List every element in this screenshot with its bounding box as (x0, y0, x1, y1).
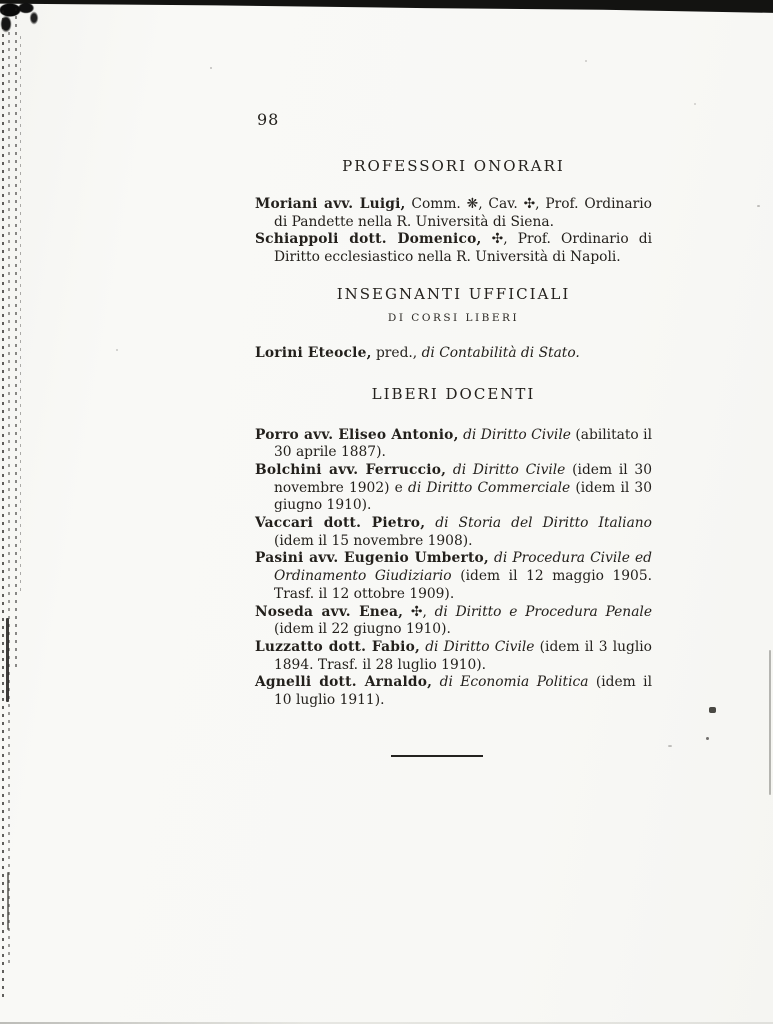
scan-artifact-binding-mark (7, 872, 9, 930)
scan-artifact-binding-streak (8, 24, 10, 964)
text-segment: (idem il 3 luglio 1894. Trasf. il 28 luglio 1910). (274, 638, 652, 673)
text-segment: Bolchini avv. Ferruccio, (255, 461, 447, 478)
text-segment: ✣, Prof. Ordinario di Diritto ecclesiastico nella R. Università di Napoli. (274, 231, 653, 266)
text-segment: Porro avv. Eliseo Antonio, (255, 426, 459, 443)
entry-bolchini (255, 462, 652, 515)
scan-artifact-page-edge (769, 650, 771, 795)
text-segment: Vaccari dott. Pietro, (255, 515, 426, 532)
text-segment: Agnelli dott. Arnaldo, (255, 674, 433, 691)
section-insegnanti-ufficiali (255, 285, 652, 363)
entry-vaccari (255, 515, 652, 550)
text-segment: di Storia del Diritto Italiano (435, 515, 652, 532)
entry-list (255, 196, 652, 267)
text-segment: Luzzatto dott. Fabio, (255, 638, 420, 655)
text-segment (446, 462, 453, 478)
scan-artifact-speck (116, 349, 118, 351)
entry-porro (255, 427, 652, 462)
page-number: 98 (257, 110, 280, 129)
section-heading-insegnanti-ufficiali: INSEGNANTI UFFICIALI (336, 284, 571, 303)
text-segment: (abilitato il 30 aprile 1887). (274, 426, 652, 461)
section-professori-onorari (255, 157, 652, 267)
section-subheading-di-corsi-liberi: DI CORSI LIBERI (387, 311, 520, 324)
scan-artifact-speck (585, 60, 587, 62)
text-segment: di Diritto Civile (452, 461, 566, 478)
text-segment: (idem il 30 novembre 1902) e (274, 461, 652, 496)
entry-lorini (255, 345, 652, 363)
scan-artifact-ink-dot (706, 737, 709, 740)
text-segment: Pasini avv. Eugenio Umberto, (255, 550, 489, 567)
text-segment: di Procedura Civile ed Ordinamento Giudiziario (274, 550, 652, 585)
scan-artifact-speck (757, 205, 760, 207)
scan-artifact-binding-streak (15, 8, 17, 668)
text-segment: di Diritto Civile (463, 426, 571, 443)
text-segment: di Diritto e Procedura Penale (434, 603, 653, 620)
text-segment: Noseda avv. Enea, (255, 603, 404, 620)
text-segment: Lorini Eteocle, (255, 344, 372, 361)
text-segment: di Economia Politica (439, 674, 589, 691)
entry-luzzatto (255, 639, 652, 674)
entry-moriani (255, 196, 652, 231)
scan-artifact-ink-dot (709, 707, 716, 713)
scan-artifact-speck (668, 745, 672, 747)
text-segment: (idem il 15 novembre 1908). (274, 532, 473, 549)
text-segment: di Diritto Commerciale (408, 479, 571, 496)
entry-pasini (255, 550, 652, 603)
text-segment: Comm. ❋, Cav. ✣, Prof. Ordinario di Pandette nella R. Università di Siena. (274, 196, 652, 230)
text-segment: di Contabilità di Stato. (421, 344, 580, 361)
scan-artifact-corner-blob (0, 2, 44, 36)
section-heading-professori-onorari: PROFESSORI ONORARI (342, 157, 565, 175)
section-heading-liberi-docenti: LIBERI DOCENTI (371, 384, 536, 403)
scan-artifact-binding-mark (6, 618, 9, 702)
section-divider-rule (391, 755, 483, 757)
entry-schiappoli (255, 231, 652, 266)
scan-artifact-binding-streak (20, 36, 21, 596)
scan-artifact-speck (210, 67, 212, 69)
text-segment: (idem il 30 giugno 1910). (274, 479, 652, 514)
text-segment: (idem il 10 luglio 1911). (274, 674, 652, 709)
text-segment: (idem il 22 giugno 1910). (274, 621, 451, 638)
text-segment: (idem il 12 maggio 1905. Trasf. il 12 ottobre 1909). (274, 568, 653, 602)
scan-artifact-binding-streak (2, 10, 4, 1000)
text-segment: pred., (371, 344, 422, 361)
text-segment (432, 674, 439, 690)
text-segment: Moriani avv. Luigi, (255, 196, 406, 212)
entry-list (255, 345, 652, 363)
text-segment (425, 515, 435, 531)
entry-agnelli (255, 674, 652, 709)
text-segment: ✣, (403, 603, 435, 620)
section-liberi-docenti (255, 385, 652, 710)
text-segment: di Diritto Civile (425, 638, 535, 655)
text-segment: Schiappoli dott. Domenico, (255, 231, 482, 248)
text-block (255, 110, 652, 757)
entry-noseda (255, 604, 652, 639)
scan-artifact-speck (694, 103, 696, 105)
entry-list (255, 427, 652, 710)
